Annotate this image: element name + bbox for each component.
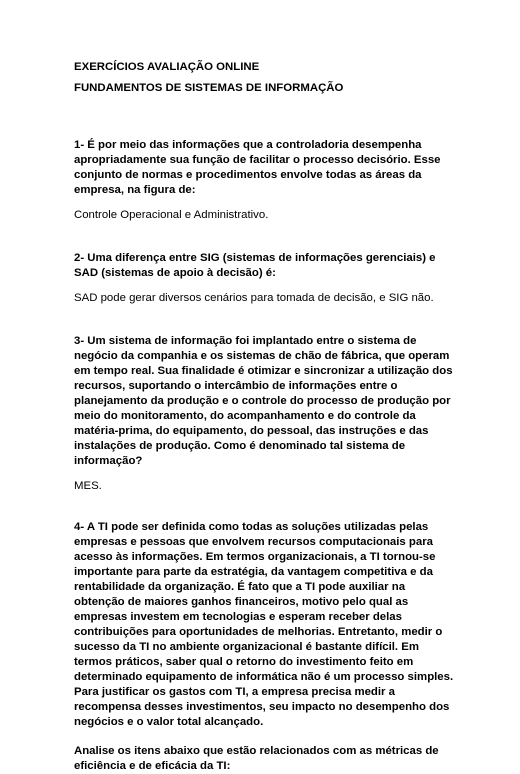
question-text: 1- É por meio das informações que a controladoria desempenha apropriadamente sua função de facilitar o processo decisório. Esse conjunto de normas e procedimentos envolve todas as áreas da empresa, na figura de: bbox=[74, 139, 441, 196]
document-page bbox=[74, 60, 454, 774]
question-2 bbox=[74, 251, 454, 306]
answer-text: SAD pode gerar diversos cenários para tomada de decisão, e SIG não. bbox=[74, 292, 434, 304]
document-title: EXERCÍCIOS AVALIAÇÃO ONLINE bbox=[74, 61, 260, 73]
answer-text: MES. bbox=[74, 480, 102, 492]
document-subtitle: FUNDAMENTOS DE SISTEMAS DE INFORMAÇÃO bbox=[74, 82, 344, 94]
question-followup: Analise os itens abaixo que estão relacionados com as métricas de eficiência e de eficácia da TI: bbox=[74, 745, 439, 772]
question-text: 2- Uma diferença entre SIG (sistemas de informações gerenciais) e SAD (sistemas de apoio à decisão) é: bbox=[74, 252, 436, 279]
question-text: 3- Um sistema de informação foi implantado entre o sistema de negócio da companhia e os sistemas de chão de fábrica, que operam em tempo real. Sua finalidade é otimizar e sincronizar a utilização dos recursos, suportando o intercâmbio de informações entre o planejamento da produção e o controle do processo de produção por meio do monitoramento, do acompanhamento e do controle da matéria-prima, do equipamento, do pessoal, das instruções e das instalações de produção. Como é denominado tal sistema de informação? bbox=[74, 335, 453, 467]
question-text: 4- A TI pode ser definida como todas as soluções utilizadas pelas empresas e pessoas que envolvem recursos computacionais para acesso às informações. Em termos organizacionais, a TI tornou-se importante para parte da estratégia, da vantagem competitiva e da rentabilidade da organização. É fato que a TI pode auxiliar na obtenção de maiores ganhos financeiros, motivo pelo qual as empresas investem em tecnologias e esperam receber delas contribuições para oportunidades de melhorias. Entretanto, medir o sucesso da TI no ambiente organizacional é bastante difícil. Em termos práticos, saber qual o retorno do investimento feito em determinado equipamento de informática não é um processo simples. Para justificar os gastos com TI, a empresa precisa medir a recompensa desses investimentos, seu impacto no desempenho dos negócios e o valor total alcançado. bbox=[74, 521, 454, 728]
question-1 bbox=[74, 138, 454, 223]
question-3 bbox=[74, 334, 454, 494]
answer-text: Controle Operacional e Administrativo. bbox=[74, 209, 269, 221]
